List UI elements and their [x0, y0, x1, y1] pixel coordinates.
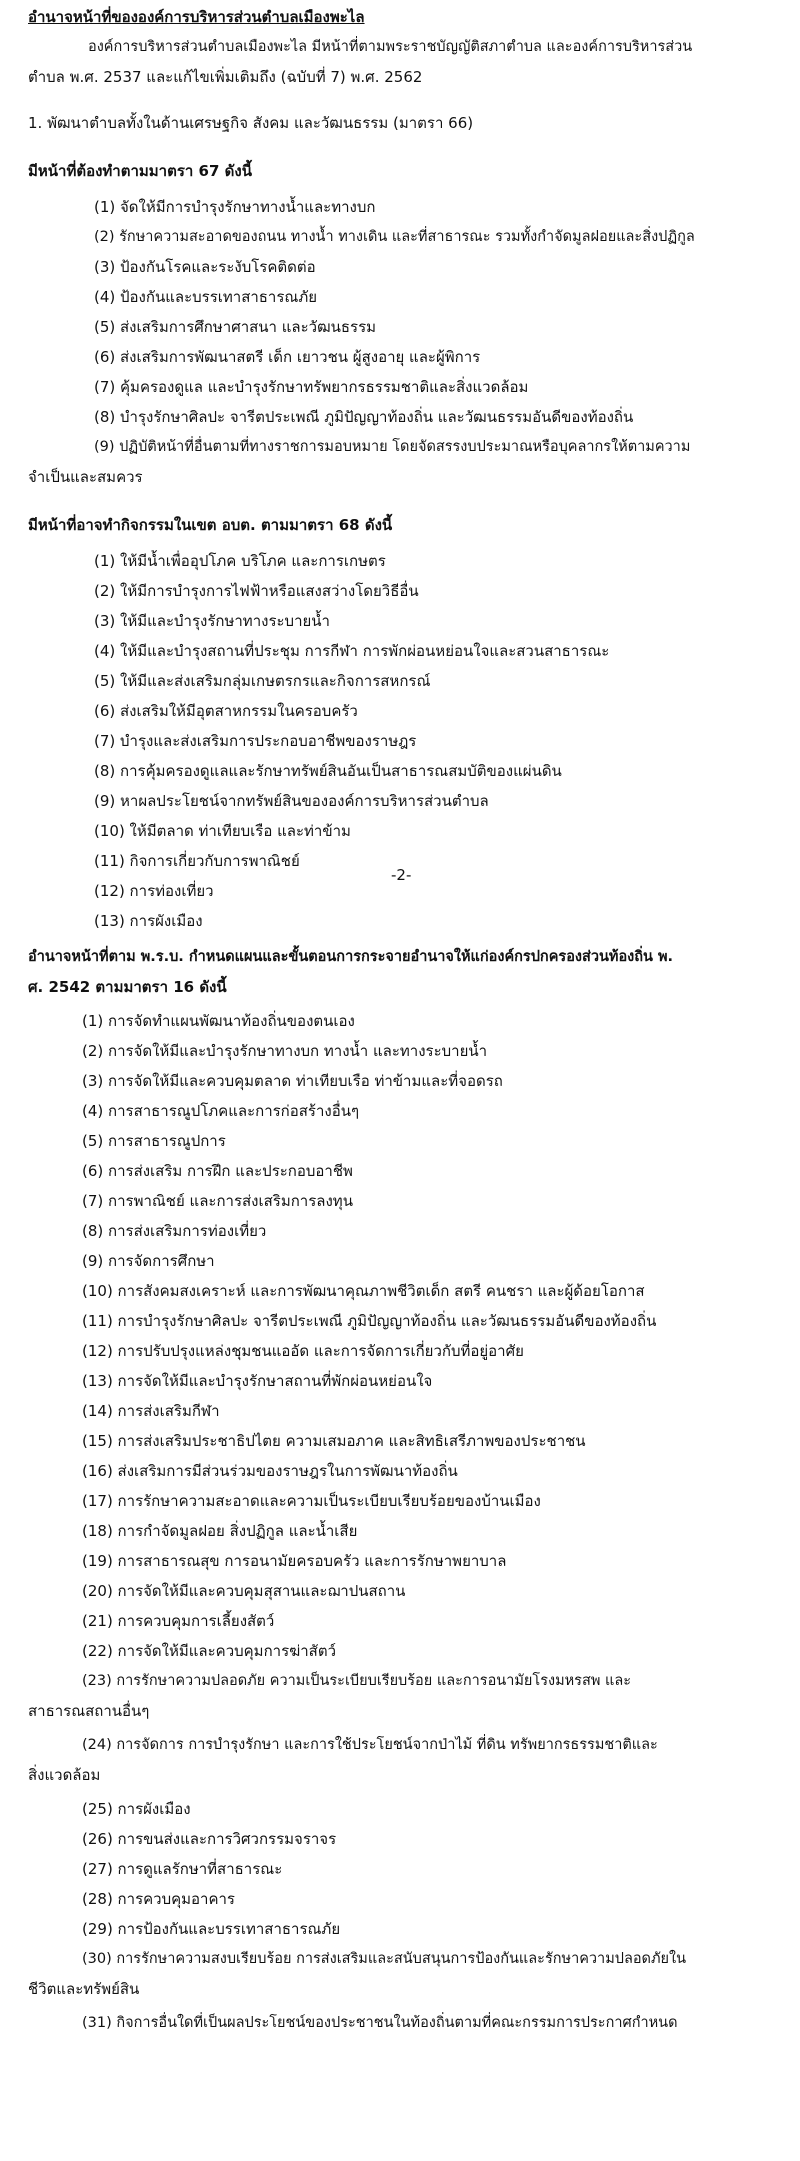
- section-16-heading: ศ. 2542 ตามมาตรา 16 ดังนี้: [28, 978, 227, 996]
- item-66: 1. พัฒนาตำบลทั้งในด้านเศรษฐกิจ สังคม และวัฒนธรรม (มาตรา 66): [28, 114, 474, 132]
- section-16-line: (24) การจัดการ การบำรุงรักษา และการใช้ประโยชน์จากป่าไม้ ที่ดิน ทรัพยากรธรรมชาติและ: [82, 1737, 658, 1753]
- section-68-line: (11) กิจการเกี่ยวกับการพาณิชย์: [94, 852, 300, 870]
- section-16-line: (2) การจัดให้มีและบำรุงรักษาทางบก ทางน้ำ และทางระบายน้ำ: [82, 1042, 488, 1060]
- section-16-line: สาธารณสถานอื่นๆ: [28, 1702, 150, 1720]
- section-68-line: (10) ให้มีตลาด ท่าเทียบเรือ และท่าข้าม: [94, 822, 351, 840]
- section-68-line: (9) หาผลประโยชน์จากทรัพย์สินขององค์การบริหารส่วนตำบล: [94, 792, 489, 810]
- section-68-line: (4) ให้มีและบำรุงสถานที่ประชุม การกีฬา การพักผ่อนหย่อนใจและสวนสาธารณะ: [94, 642, 610, 660]
- section-68-line: (13) การผังเมือง: [94, 912, 203, 930]
- section-16-line: (12) การปรับปรุงแหล่งชุมชนแออัด และการจัดการเกี่ยวกับที่อยู่อาศัย: [82, 1342, 524, 1360]
- document-title: อำนาจหน้าที่ขององค์การบริหารส่วนตำบลเมืองพะไล: [28, 8, 365, 26]
- section-16-line: (17) การรักษาความสะอาดและความเป็นระเบียบเรียบร้อยของบ้านเมือง: [82, 1492, 541, 1510]
- section-16-line: (1) การจัดทำแผนพัฒนาท้องถิ่นของตนเอง: [82, 1012, 355, 1030]
- section-68-line: (3) ให้มีและบำรุงรักษาทางระบายน้ำ: [94, 612, 330, 630]
- section-16-line: (8) การส่งเสริมการท่องเที่ยว: [82, 1222, 267, 1240]
- section-16-line: (18) การกำจัดมูลฝอย สิ่งปฏิกูล และน้ำเสีย: [82, 1522, 358, 1540]
- section-16-line: ชีวิตและทรัพย์สิน: [28, 1980, 140, 1998]
- section-16-line: (28) การควบคุมอาคาร: [82, 1890, 235, 1908]
- intro-line: องค์การบริหารส่วนตำบลเมืองพะไล มีหน้าที่ตามพระราชบัญญัติสภาตำบล และองค์การบริหารส่วน: [88, 39, 693, 55]
- page-number: -2-: [391, 866, 412, 884]
- section-16-line: (27) การดูแลรักษาที่สาธารณะ: [82, 1860, 283, 1878]
- section-67-line: จำเป็นและสมควร: [28, 468, 143, 486]
- section-68-line: (7) บำรุงและส่งเสริมการประกอบอาชีพของราษฎร: [94, 732, 417, 750]
- section-16-line: (31) กิจการอื่นใดที่เป็นผลประโยชน์ของประชาชนในท้องถิ่นตามที่คณะกรรมการประกาศกำหนด: [82, 2015, 678, 2031]
- section-67-line: (7) คุ้มครองดูแล และบำรุงรักษาทรัพยากรธรรมชาติและสิ่งแวดล้อม: [94, 378, 529, 396]
- section-16-line: (3) การจัดให้มีและควบคุมตลาด ท่าเทียบเรือ ท่าข้ามและที่จอดรถ: [82, 1072, 503, 1090]
- section-67-line: (1) จัดให้มีการบำรุงรักษาทางน้ำและทางบก: [94, 198, 376, 216]
- section-68-line: (6) ส่งเสริมให้มีอุตสาหกรรมในครอบครัว: [94, 702, 358, 720]
- section-67-line: (9) ปฏิบัติหน้าที่อื่นตามที่ทางราชการมอบหมาย โดยจัดสรรงบประมาณหรือบุคลากรให้ตามความ: [94, 439, 691, 455]
- section-67-line: (6) ส่งเสริมการพัฒนาสตรี เด็ก เยาวชน ผู้สูงอายุ และผู้พิการ: [94, 348, 481, 366]
- section-68-line: (12) การท่องเที่ยว: [94, 882, 214, 900]
- section-16-line: (26) การขนส่งและการวิศวกรรมจราจร: [82, 1830, 337, 1848]
- section-68-line: (5) ให้มีและส่งเสริมกลุ่มเกษตรกรและกิจการสหกรณ์: [94, 672, 431, 690]
- section-68-line: (1) ให้มีน้ำเพื่ออุปโภค บริโภค และการเกษตร: [94, 552, 386, 570]
- section-16-line: (25) การผังเมือง: [82, 1800, 191, 1818]
- section-16-line: (10) การสังคมสงเคราะห์ และการพัฒนาคุณภาพชีวิตเด็ก สตรี คนชรา และผู้ด้อยโอกาส: [82, 1282, 645, 1300]
- section-16-line: (5) การสาธารณูปการ: [82, 1132, 226, 1150]
- section-16-line: (22) การจัดให้มีและควบคุมการฆ่าสัตว์: [82, 1642, 337, 1660]
- section-16-line: (9) การจัดการศึกษา: [82, 1252, 215, 1270]
- section-16-line: สิ่งแวดล้อม: [28, 1766, 101, 1784]
- intro-line: ตำบล พ.ศ. 2537 และแก้ไขเพิ่มเติมถึง (ฉบับที่ 7) พ.ศ. 2562: [28, 68, 423, 86]
- section-68-heading: มีหน้าที่อาจทำกิจกรรมในเขต อบต. ตามมาตรา 68 ดังนี้: [28, 516, 393, 534]
- section-16-line: (16) ส่งเสริมการมีส่วนร่วมของราษฎรในการพัฒนาท้องถิ่น: [82, 1462, 458, 1480]
- section-68-line: (8) การคุ้มครองดูแลและรักษาทรัพย์สินอันเป็นสาธารณสมบัติของแผ่นดิน: [94, 762, 562, 780]
- section-68-line: (2) ให้มีการบำรุงการไฟฟ้าหรือแสงสว่างโดยวิธีอื่น: [94, 582, 419, 600]
- section-67-line: (8) บำรุงรักษาศิลปะ จารีตประเพณี ภูมิปัญญาท้องถิ่น และวัฒนธรรมอันดีของท้องถิ่น: [94, 408, 634, 426]
- section-67-line: (3) ป้องกันโรคและระงับโรคติดต่อ: [94, 258, 316, 276]
- section-16-line: (7) การพาณิชย์ และการส่งเสริมการลงทุน: [82, 1192, 353, 1210]
- section-16-line: (21) การควบคุมการเลี้ยงสัตว์: [82, 1612, 275, 1630]
- section-16-line: (20) การจัดให้มีและควบคุมสุสานและฌาปนสถาน: [82, 1582, 406, 1600]
- section-16-line: (4) การสาธารณูปโภคและการก่อสร้างอื่นๆ: [82, 1102, 360, 1120]
- section-16-line: (13) การจัดให้มีและบำรุงรักษาสถานที่พักผ่อนหย่อนใจ: [82, 1372, 433, 1390]
- section-67-line: (5) ส่งเสริมการศึกษาศาสนา และวัฒนธรรม: [94, 318, 377, 336]
- section-67-line: (2) รักษาความสะอาดของถนน ทางน้ำ ทางเดิน และที่สาธารณะ รวมทั้งกำจัดมูลฝอยและสิ่งปฏิกูล: [94, 229, 695, 245]
- section-16-line: (19) การสาธารณสุข การอนามัยครอบครัว และการรักษาพยาบาล: [82, 1552, 507, 1570]
- section-67-heading: มีหน้าที่ต้องทำตามมาตรา 67 ดังนี้: [28, 162, 252, 180]
- section-16-line: (6) การส่งเสริม การฝึก และประกอบอาชีพ: [82, 1162, 353, 1180]
- section-16-heading: อำนาจหน้าที่ตาม พ.ร.บ. กำหนดแผนและขั้นตอนการกระจายอำนาจให้แก่องค์กรปกครองส่วนท้องถิ่น พ.: [28, 949, 674, 965]
- section-16-line: (11) การบำรุงรักษาศิลปะ จารีตประเพณี ภูมิปัญญาท้องถิ่น และวัฒนธรรมอันดีของท้องถิ่น: [82, 1312, 657, 1330]
- section-16-line: (15) การส่งเสริมประชาธิปไตย ความเสมอภาค และสิทธิเสรีภาพของประชาชน: [82, 1432, 586, 1450]
- section-16-line: (14) การส่งเสริมกีฬา: [82, 1402, 220, 1420]
- section-16-line: (30) การรักษาความสงบเรียบร้อย การส่งเสริมและสนับสนุนการป้องกันและรักษาความปลอดภัยใน: [82, 1951, 687, 1967]
- section-67-line: (4) ป้องกันและบรรเทาสาธารณภัย: [94, 288, 318, 306]
- section-16-line: (29) การป้องกันและบรรเทาสาธารณภัย: [82, 1920, 341, 1938]
- section-16-line: (23) การรักษาความปลอดภัย ความเป็นระเบียบเรียบร้อย และการอนามัยโรงมหรสพ และ: [82, 1673, 632, 1689]
